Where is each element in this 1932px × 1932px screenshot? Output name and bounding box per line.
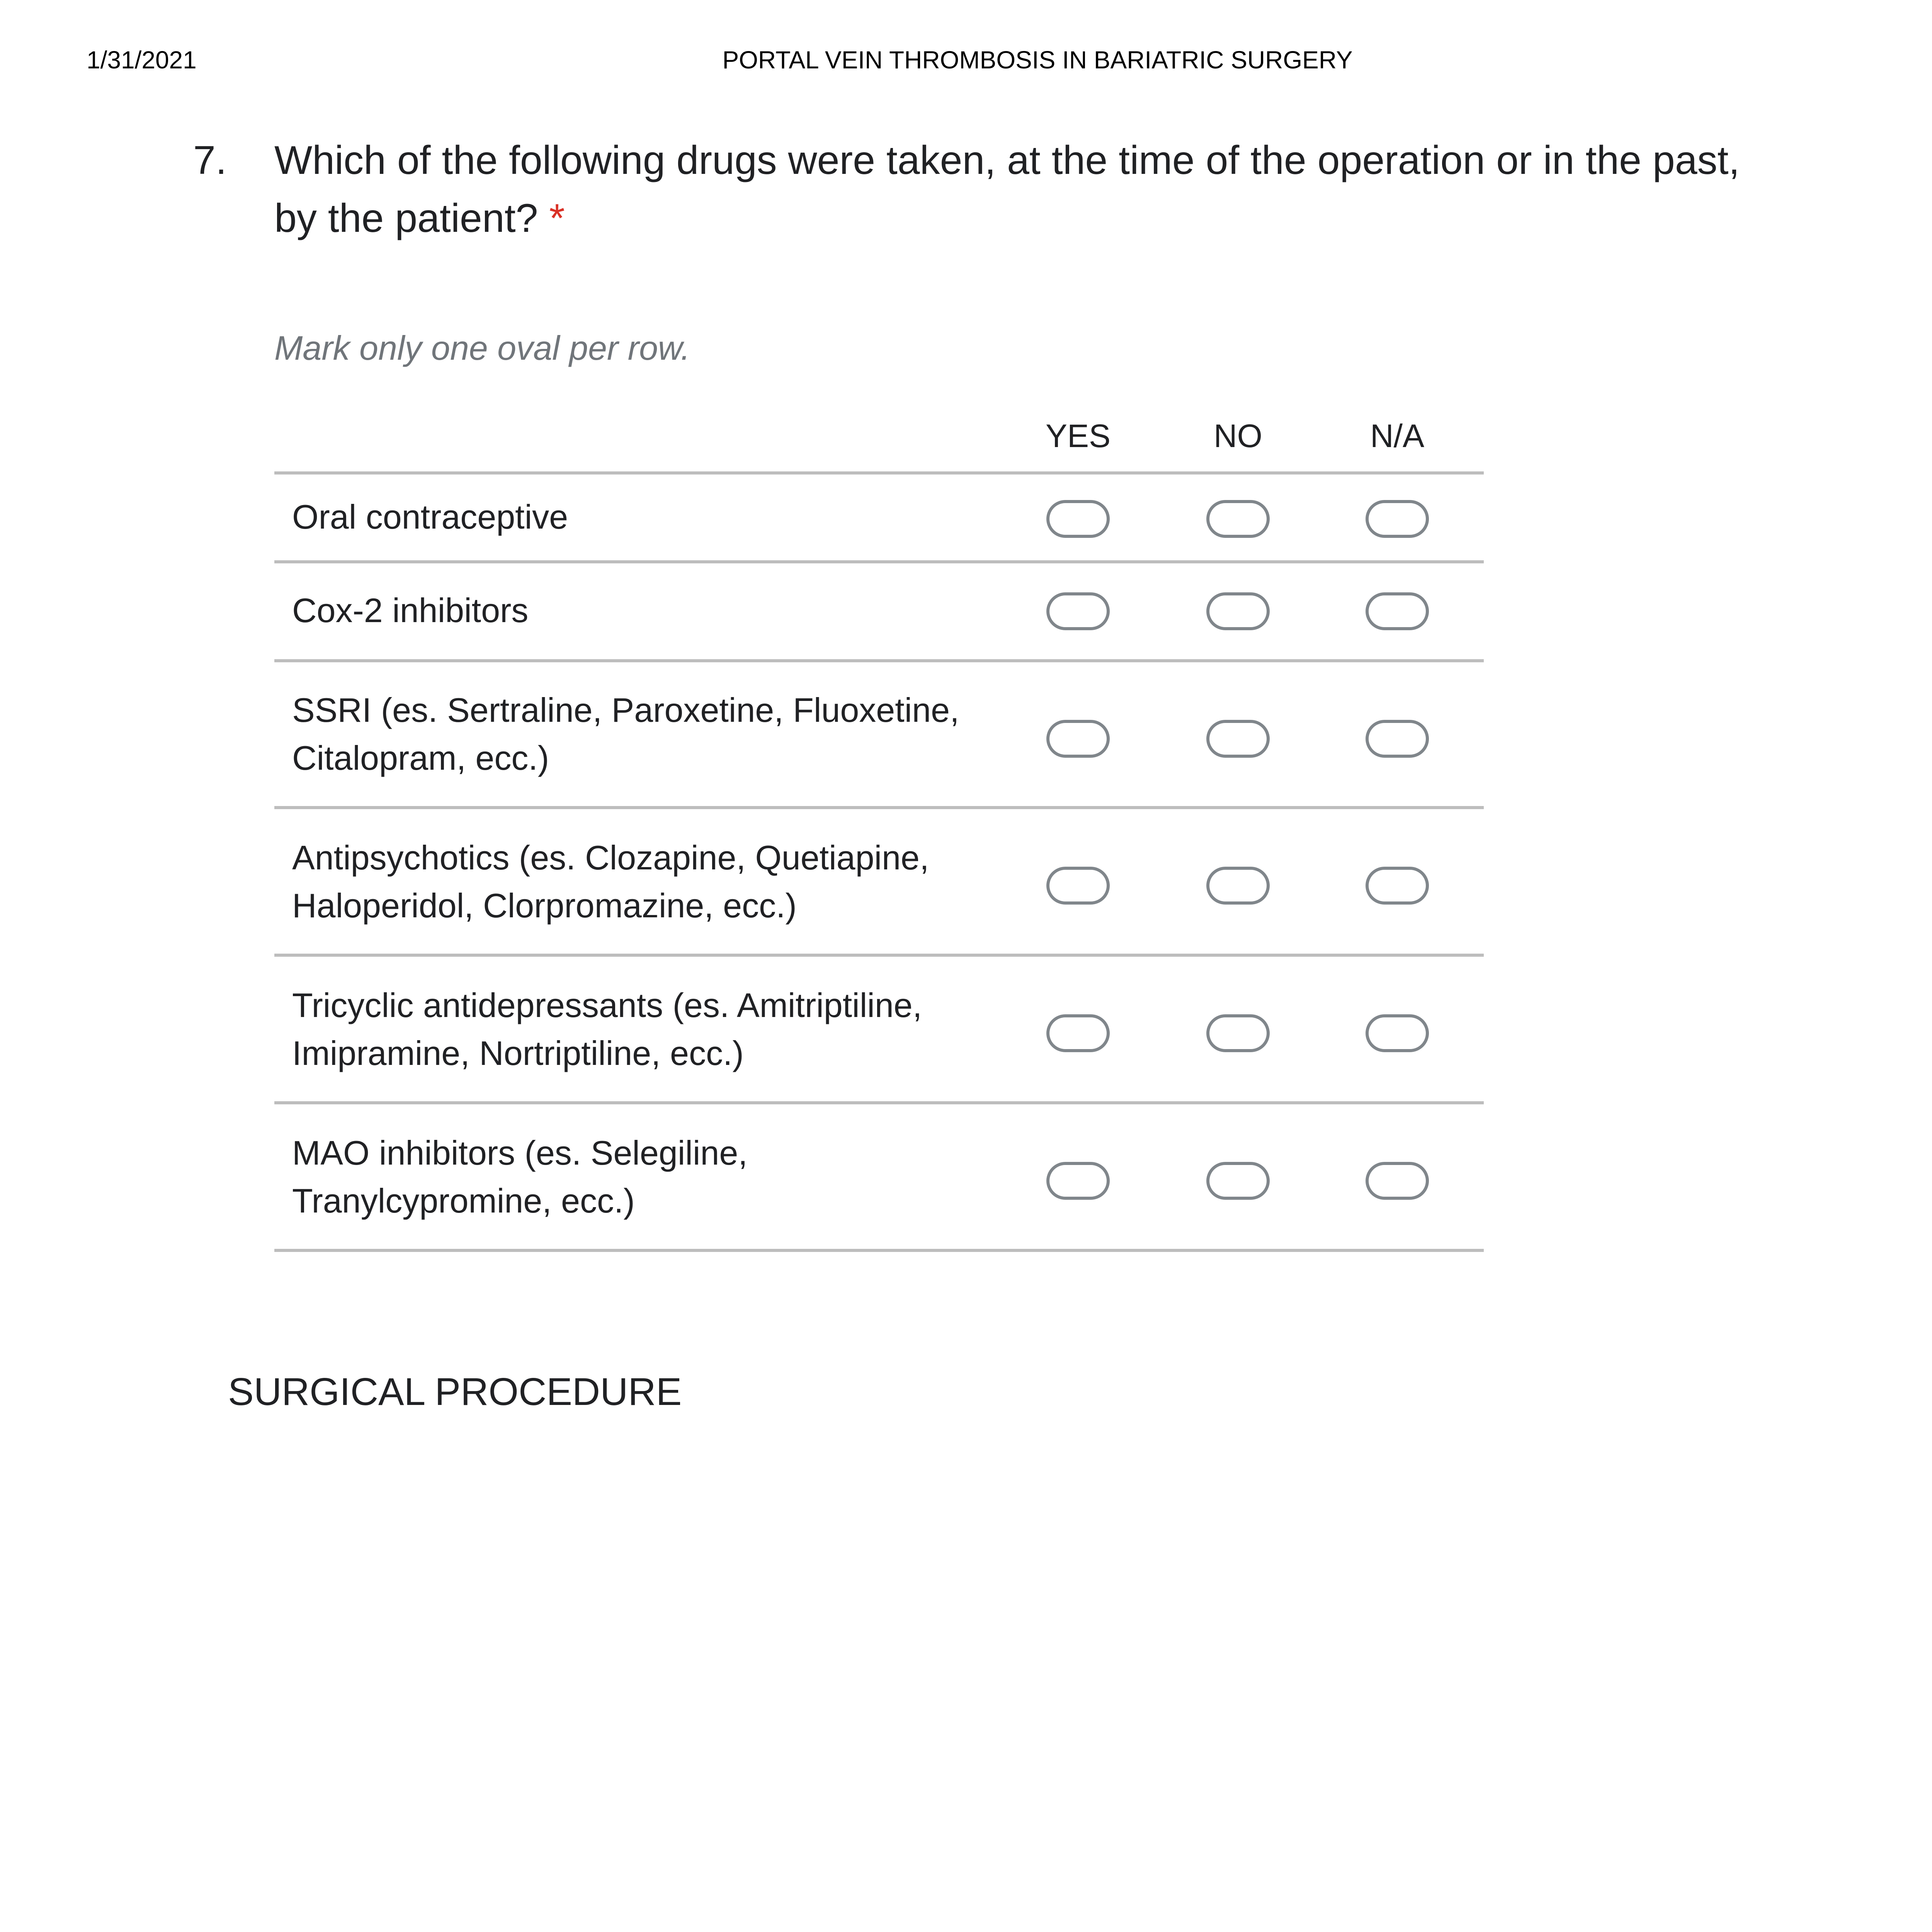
oval-na[interactable] bbox=[1366, 592, 1429, 630]
grid-row-label: Antipsychotics (es. Clozapine, Quetiapine, Haloperidol, Clorpromazine, ecc.) bbox=[292, 838, 929, 925]
oval-no[interactable] bbox=[1206, 867, 1270, 905]
oval-no[interactable] bbox=[1206, 1014, 1270, 1052]
oval-na[interactable] bbox=[1366, 500, 1429, 538]
oval-no[interactable] bbox=[1206, 592, 1270, 630]
oval-no[interactable] bbox=[1206, 500, 1270, 538]
oval-na[interactable] bbox=[1366, 1162, 1429, 1200]
grid-row-label: Tricyclic antidepressants (es. Amitriptiline, Imipramine, Nortriptiline, ecc.) bbox=[292, 986, 922, 1072]
grid-row-label: Oral contraceptive bbox=[292, 498, 568, 536]
oval-yes[interactable] bbox=[1046, 1014, 1110, 1052]
column-header-na: N/A bbox=[1370, 418, 1425, 454]
column-header-yes: YES bbox=[1045, 418, 1111, 454]
question-text: Which of the following drugs were taken, at the time of the operation or in the past, by the patient? bbox=[274, 138, 1740, 241]
oval-na[interactable] bbox=[1366, 1014, 1429, 1052]
grid-row-cox2-inhibitors bbox=[274, 563, 1484, 662]
grid-header bbox=[274, 410, 1484, 474]
grid-row-antipsychotics bbox=[274, 809, 1484, 957]
print-date: 1/31/2021 bbox=[87, 46, 197, 74]
print-title: PORTAL VEIN THROMBOSIS IN BARIATRIC SURGERY bbox=[722, 46, 1353, 74]
grid-row-tricyclic-antidepressants bbox=[274, 957, 1484, 1104]
grid-row-ssri bbox=[274, 662, 1484, 809]
column-header-no: NO bbox=[1214, 418, 1262, 454]
question-number: 7. bbox=[193, 138, 227, 183]
grid-row-oral-contraceptive bbox=[274, 474, 1484, 563]
grid-row-label: MAO inhibitors (es. Selegiline, Tranylcypromine, ecc.) bbox=[292, 1134, 748, 1220]
section-title: SURGICAL PROCEDURE bbox=[228, 1370, 682, 1413]
question-hint: Mark only one oval per row. bbox=[274, 329, 690, 367]
grid-row-label: Cox-2 inhibitors bbox=[292, 591, 529, 629]
question-title bbox=[274, 131, 1781, 247]
oval-yes[interactable] bbox=[1046, 1162, 1110, 1200]
oval-yes[interactable] bbox=[1046, 592, 1110, 630]
oval-yes[interactable] bbox=[1046, 720, 1110, 758]
print-header bbox=[0, 46, 1932, 77]
grid-row-label: SSRI (es. Sertraline, Paroxetine, Fluoxetine, Citalopram, ecc.) bbox=[292, 691, 959, 777]
oval-na[interactable] bbox=[1366, 867, 1429, 905]
required-asterisk: * bbox=[549, 196, 565, 241]
oval-no[interactable] bbox=[1206, 720, 1270, 758]
oval-na[interactable] bbox=[1366, 720, 1429, 758]
oval-no[interactable] bbox=[1206, 1162, 1270, 1200]
oval-yes[interactable] bbox=[1046, 500, 1110, 538]
grid-row-mao-inhibitors bbox=[274, 1104, 1484, 1252]
oval-yes[interactable] bbox=[1046, 867, 1110, 905]
choice-grid bbox=[274, 410, 1484, 1252]
